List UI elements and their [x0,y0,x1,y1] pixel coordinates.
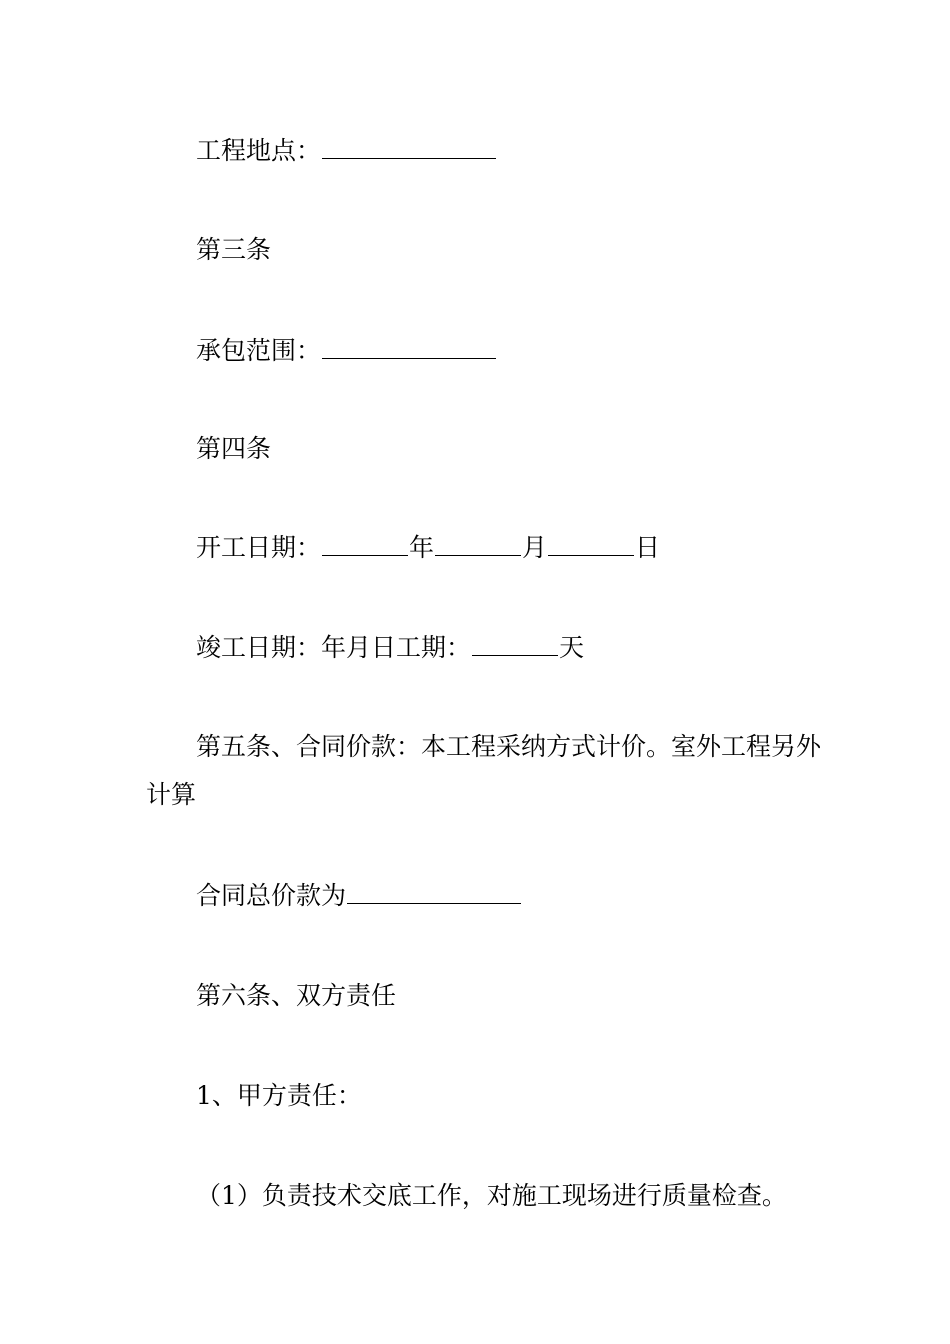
article-six-heading: 第六条、双方责任 [196,981,397,1010]
article-three-heading: 第三条 [196,235,272,264]
day-char: 日 [635,533,661,562]
completion-date-label: 竣工日期：年月日工期： [196,633,472,662]
day-unit: 天 [559,633,585,662]
article-four-heading: 第四条 [196,434,272,463]
party-a-heading: 1、甲方责任： [196,1081,362,1110]
start-date-label: 开工日期： [196,533,322,562]
total-price-label: 合同总价款为 [196,881,347,910]
contract-scope-blank [322,336,496,359]
completion-date-line [196,625,584,671]
contract-scope-label: 承包范围： [196,336,322,365]
project-location-line [196,128,497,174]
start-day-blank [548,533,634,556]
project-location-blank [322,136,496,159]
contract-scope-line [196,328,497,374]
start-year-blank [322,533,408,556]
total-price-blank [347,881,521,904]
start-date-line [196,525,660,571]
duration-blank [472,633,558,656]
month-char: 月 [522,533,548,562]
year-char: 年 [409,533,435,562]
project-location-label: 工程地点： [196,136,322,165]
start-month-blank [435,533,521,556]
party-a-item-1: （1）负责技术交底工作，对施工现场进行质量检查。 [196,1181,787,1210]
article-five-paragraph: 第五条、合同价款：本工程采纳方式计价。室外工程另外计算 [146,732,822,809]
total-price-line [196,873,522,919]
